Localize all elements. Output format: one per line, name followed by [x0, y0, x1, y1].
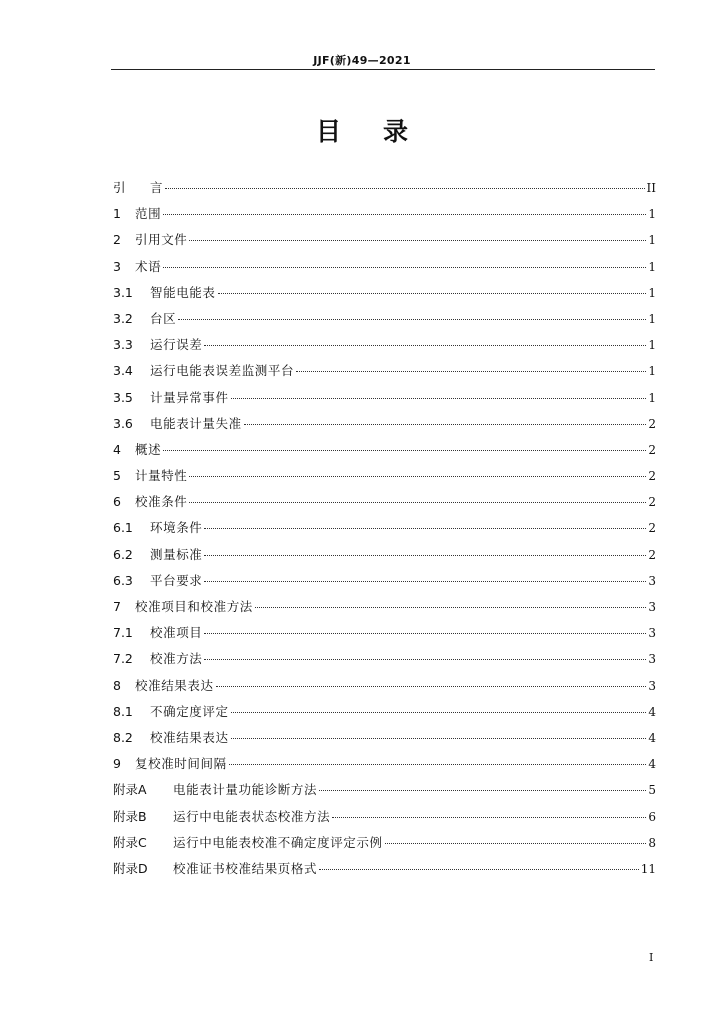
toc-entry[interactable] — [113, 833, 656, 859]
toc-entry-title: 环境条件 — [150, 520, 203, 536]
toc-entry-title: 校准证书校准结果页格式 — [173, 860, 318, 876]
toc-entry-number: 6.3 — [113, 572, 133, 588]
toc-leader-dots — [319, 790, 646, 791]
toc-entry-number: 3.1 — [113, 284, 133, 300]
toc-entry[interactable] — [113, 309, 656, 335]
toc-entry-page: 2 — [648, 495, 656, 510]
toc-leader-dots — [231, 712, 647, 713]
title-char-1: 目 — [315, 117, 341, 146]
toc-entry-page: 1 — [648, 233, 656, 248]
toc-entry-number: 7.1 — [113, 625, 133, 641]
toc-leader-dots — [204, 633, 646, 634]
toc-entry[interactable] — [113, 361, 656, 387]
toc-entry-number: 4 — [113, 441, 121, 457]
toc-entry-number: 6 — [113, 494, 121, 510]
toc-entry-title: 校准项目和校准方法 — [135, 599, 253, 614]
toc-entry-page: 6 — [648, 809, 656, 824]
toc-leader-dots — [218, 293, 647, 294]
toc-leader-dots — [204, 528, 646, 529]
table-of-contents — [113, 178, 656, 885]
toc-entry-number: 1 — [113, 206, 121, 222]
toc-entry-page: 3 — [648, 626, 656, 641]
toc-leader-dots — [163, 267, 646, 268]
toc-entry-title: 电能表计量功能诊断方法 — [173, 782, 318, 798]
toc-entry[interactable] — [113, 204, 656, 230]
toc-entry-title: 校准条件 — [135, 494, 188, 510]
toc-leader-dots — [255, 607, 646, 608]
toc-entry[interactable] — [113, 518, 656, 544]
toc-entry-title: 运行误差 — [150, 337, 203, 353]
toc-entry-number: 引 — [113, 180, 126, 195]
toc-entry-number: 3 — [113, 258, 121, 274]
toc-entry-page: 3 — [648, 573, 656, 588]
toc-entry-number: 3.3 — [113, 337, 133, 353]
toc-entry[interactable] — [113, 545, 656, 571]
toc-entry-number: 8 — [113, 677, 121, 693]
toc-entry[interactable] — [113, 230, 656, 256]
toc-entry-title: 台区 — [150, 310, 177, 326]
toc-entry-number: 6.1 — [113, 520, 133, 536]
toc-entry-number: 9 — [113, 756, 121, 772]
page-title — [0, 112, 724, 148]
toc-entry-title: 测量标准 — [150, 546, 203, 562]
toc-entry[interactable] — [113, 754, 656, 780]
toc-entry[interactable] — [113, 440, 656, 466]
toc-entry-title: 术语 — [135, 258, 162, 274]
toc-entry-title: 校准结果表达 — [135, 677, 214, 693]
toc-entry-page: 1 — [648, 390, 656, 405]
toc-entry-title: 校准结果表达 — [150, 729, 229, 745]
toc-entry-number: 5 — [113, 468, 121, 484]
toc-entry-page: 4 — [648, 704, 656, 719]
toc-entry-title: 运行中电能表状态校准方法 — [173, 808, 331, 824]
toc-entry-number: 8.1 — [113, 703, 133, 719]
toc-leader-dots — [163, 450, 646, 451]
toc-entry[interactable] — [113, 623, 656, 649]
toc-entry-number: 8.2 — [113, 729, 133, 745]
toc-entry-page: 2 — [648, 416, 656, 431]
toc-entry-title: 概述 — [135, 441, 162, 457]
toc-entry[interactable] — [113, 283, 656, 309]
toc-leader-dots — [163, 214, 646, 215]
toc-entry[interactable] — [113, 466, 656, 492]
toc-entry-page: II — [646, 181, 656, 195]
toc-entry-page: 11 — [640, 861, 656, 876]
document-code-header: JJF(新)49—2021 — [313, 54, 411, 67]
title-char-2: 录 — [383, 117, 409, 146]
toc-entry-page: 1 — [648, 207, 656, 222]
toc-entry-page: 1 — [648, 311, 656, 326]
toc-entry[interactable] — [113, 492, 656, 518]
toc-leader-dots — [385, 843, 647, 844]
toc-leader-dots — [296, 371, 646, 372]
toc-leader-dots — [204, 555, 646, 556]
toc-entry[interactable] — [113, 335, 656, 361]
toc-entry-title: 校准方法 — [150, 651, 203, 667]
toc-entry-title: 计量异常事件 — [150, 389, 229, 405]
toc-leader-dots — [189, 502, 646, 503]
toc-leader-dots — [165, 188, 644, 189]
toc-leader-dots — [231, 738, 647, 739]
toc-leader-dots — [204, 581, 646, 582]
toc-entry-page: 2 — [648, 521, 656, 536]
toc-entry[interactable] — [113, 859, 656, 885]
toc-entry-page: 3 — [648, 600, 656, 614]
toc-entry-page: 5 — [648, 783, 656, 798]
toc-entry-page: 1 — [648, 338, 656, 353]
toc-leader-dots — [231, 398, 647, 399]
toc-entry-title: 运行电能表误差监测平台 — [150, 363, 295, 379]
toc-entry-number: 附录A — [113, 782, 147, 798]
toc-entry[interactable] — [113, 676, 656, 702]
toc-entry-title: 范围 — [135, 206, 162, 222]
toc-entry-title: 智能电能表 — [150, 284, 216, 300]
toc-entry[interactable] — [113, 414, 656, 440]
toc-leader-dots — [319, 869, 639, 870]
toc-entry-page: 3 — [648, 678, 656, 693]
toc-entry-title: 不确定度评定 — [150, 703, 229, 719]
toc-entry-number: 3.4 — [113, 363, 133, 379]
toc-entry[interactable] — [113, 702, 656, 728]
toc-leader-dots — [189, 240, 646, 241]
toc-leader-dots — [216, 686, 647, 687]
toc-entry-page: 1 — [648, 364, 656, 379]
toc-entry-number: 2 — [113, 232, 121, 248]
toc-entry[interactable] — [113, 571, 656, 597]
toc-leader-dots — [244, 424, 647, 425]
toc-entry-title: 言 — [150, 180, 164, 195]
toc-entry-number: 附录C — [113, 834, 147, 850]
toc-entry[interactable] — [113, 728, 656, 754]
toc-entry-title: 引用文件 — [135, 232, 188, 248]
toc-entry[interactable] — [113, 807, 656, 833]
toc-entry-number: 6.2 — [113, 546, 133, 562]
toc-entry[interactable] — [113, 780, 656, 806]
toc-entry[interactable] — [113, 597, 656, 623]
toc-entry-page: 8 — [648, 835, 656, 850]
toc-leader-dots — [178, 319, 646, 320]
toc-leader-dots — [204, 345, 646, 346]
toc-entry-number: 附录B — [113, 808, 147, 824]
toc-entry[interactable] — [113, 178, 656, 204]
toc-entry-title: 运行中电能表校准不确定度评定示例 — [173, 834, 383, 850]
toc-entry-number: 3.5 — [113, 389, 133, 405]
toc-entry-page: 2 — [648, 442, 656, 457]
toc-entry-page: 4 — [648, 757, 656, 772]
toc-entry-page: 4 — [648, 730, 656, 745]
toc-entry[interactable] — [113, 257, 656, 283]
toc-entry-number: 3.6 — [113, 415, 133, 431]
toc-entry-title: 平台要求 — [150, 572, 203, 588]
toc-entry-page: 2 — [648, 547, 656, 562]
toc-entry-number: 7.2 — [113, 651, 133, 667]
toc-leader-dots — [332, 817, 646, 818]
toc-entry[interactable] — [113, 388, 656, 414]
toc-leader-dots — [229, 764, 647, 765]
toc-entry-title: 计量特性 — [135, 468, 188, 484]
toc-leader-dots — [189, 476, 646, 477]
toc-entry-page: 2 — [648, 469, 656, 484]
toc-entry-number: 7 — [113, 599, 121, 614]
toc-entry-page: 1 — [648, 259, 656, 274]
footer-page-number: I — [649, 951, 654, 964]
toc-entry-title: 校准项目 — [150, 625, 203, 641]
toc-entry-page: 1 — [648, 285, 656, 300]
toc-leader-dots — [204, 659, 646, 660]
header-rule — [111, 69, 655, 70]
toc-entry-page: 3 — [648, 652, 656, 667]
toc-entry-title: 电能表计量失准 — [150, 415, 242, 431]
toc-entry-number: 附录D — [113, 860, 148, 876]
toc-entry-number: 3.2 — [113, 310, 133, 326]
toc-entry-title: 复校准时间间隔 — [135, 756, 227, 772]
toc-entry[interactable] — [113, 649, 656, 675]
